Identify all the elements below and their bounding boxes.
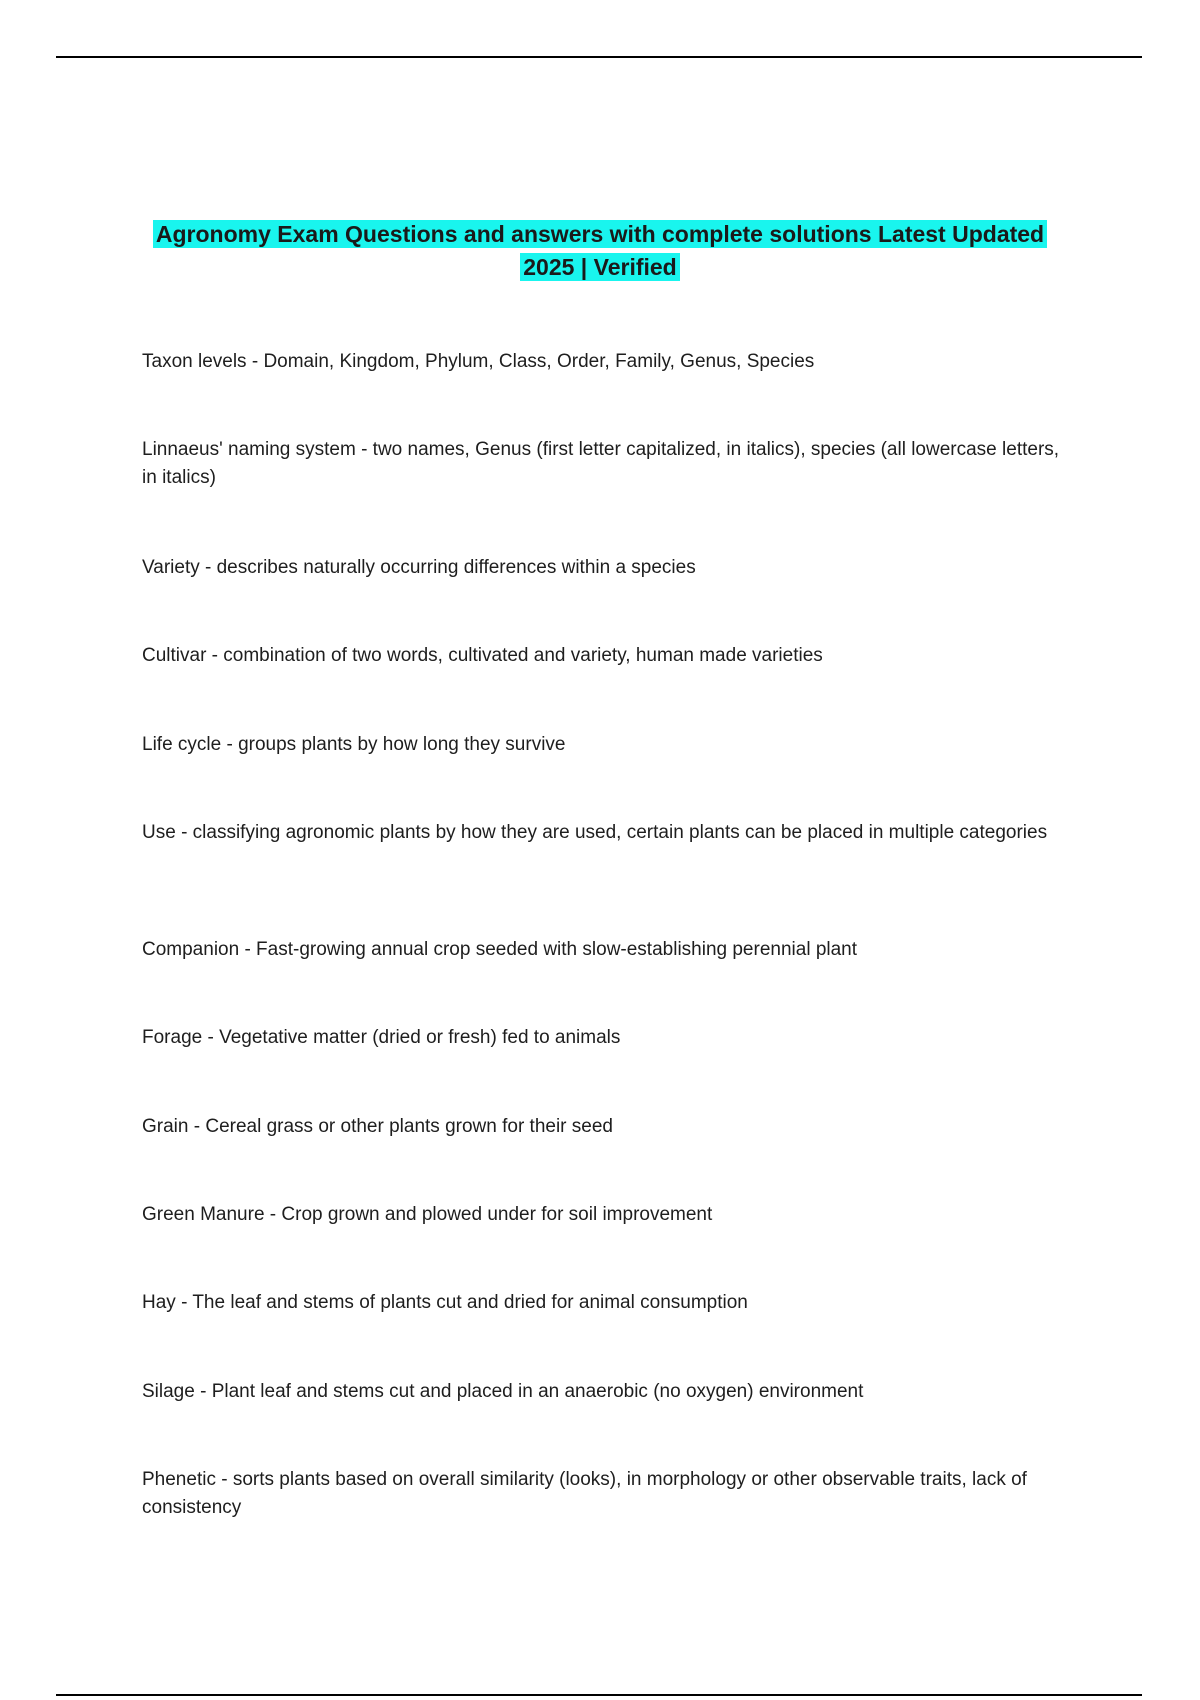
list-item: Grain - Cereal grass or other plants grown for their seed — [142, 1116, 613, 1137]
title-block — [130, 218, 1070, 284]
top-rule — [56, 56, 1142, 58]
list-item: Silage - Plant leaf and stems cut and placed in an anaerobic (no oxygen) environment — [142, 1381, 864, 1402]
list-item: Forage - Vegetative matter (dried or fresh) fed to animals — [142, 1027, 621, 1048]
list-item: Use - classifying agronomic plants by how they are used, certain plants can be placed in multiple categories — [142, 822, 1048, 843]
page-title — [130, 218, 1070, 284]
list-item: Taxon levels - Domain, Kingdom, Phylum, Class, Order, Family, Genus, Species — [142, 351, 815, 372]
list-item: Companion - Fast-growing annual crop seeded with slow-establishing perennial plant — [142, 939, 858, 960]
list-item: Cultivar - combination of two words, cultivated and variety, human made varieties — [142, 645, 823, 666]
list-item: Phenetic - sorts plants based on overall similarity (looks), in morphology or other observable traits, lack of consistency — [142, 1469, 1027, 1518]
bottom-rule — [56, 1694, 1142, 1696]
list-item: Variety - describes naturally occurring differences within a species — [142, 557, 696, 578]
list-item: Green Manure - Crop grown and plowed under for soil improvement — [142, 1204, 713, 1225]
list-item: Linnaeus' naming system - two names, Genus (first letter capitalized, in italics), species (all lowercase letters, in italics) — [142, 439, 1060, 488]
title-highlight: Agronomy Exam Questions and answers with complete solutions Latest Updated 2025 | Verified — [153, 220, 1047, 281]
list-item: Life cycle - groups plants by how long they survive — [142, 734, 566, 755]
list-item: Hay - The leaf and stems of plants cut and dried for animal consumption — [142, 1292, 748, 1313]
